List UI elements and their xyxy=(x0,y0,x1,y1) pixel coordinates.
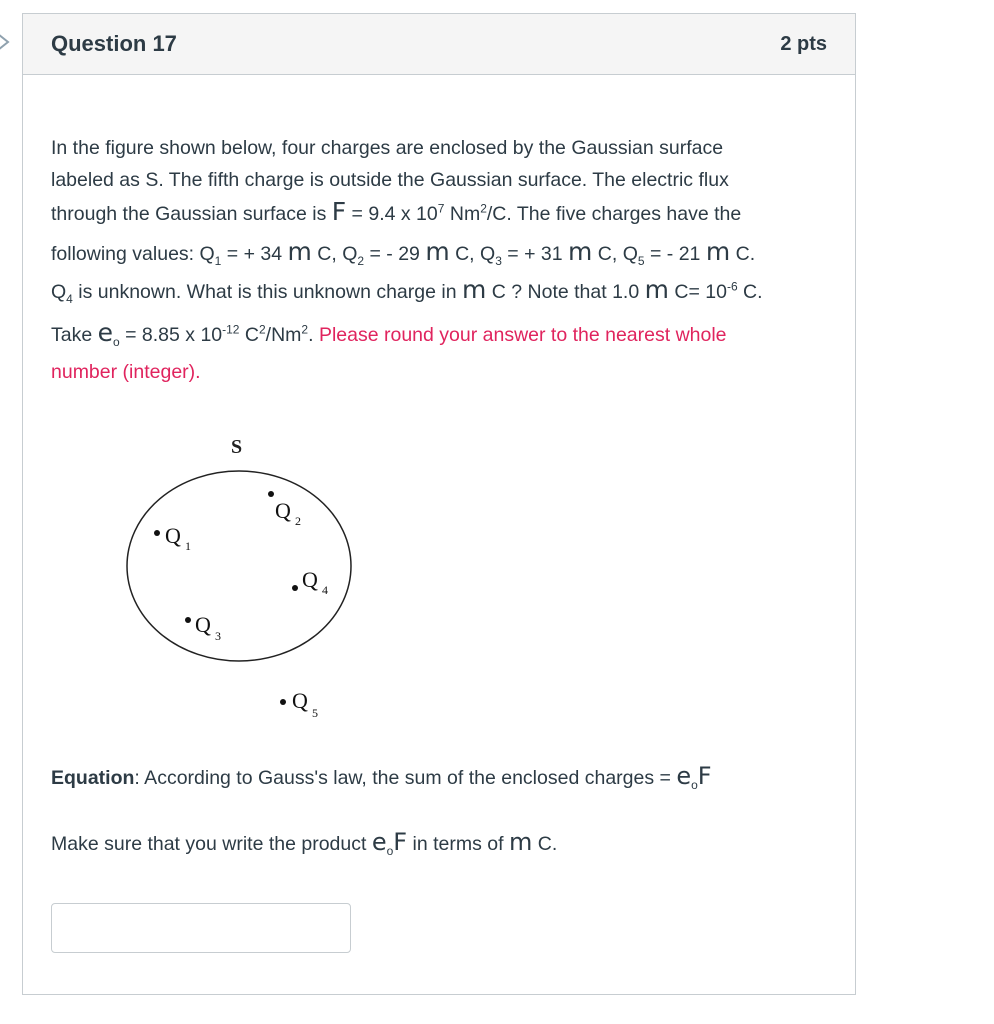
charge-q3 xyxy=(185,612,221,643)
svg-text:Q: Q xyxy=(275,498,291,523)
rounding-instruction: Please round your answer to the nearest whole xyxy=(318,324,727,346)
svg-text:Q: Q xyxy=(292,688,308,713)
chevron-right-icon[interactable] xyxy=(0,30,12,54)
surface-label: S xyxy=(231,436,243,458)
charge-q4 xyxy=(292,567,328,597)
equation-label: Equation xyxy=(51,767,135,789)
makesure-line: Make sure that you write the product $e_oF$ in terms of m C. xyxy=(51,828,558,858)
svg-text:3: 3 xyxy=(215,629,221,643)
svg-text:Q: Q xyxy=(165,523,181,548)
svg-text:5: 5 xyxy=(312,706,318,720)
charge-q2 xyxy=(268,491,301,528)
question-points: 2 pts xyxy=(780,32,827,55)
question-text xyxy=(51,132,831,388)
gaussian-surface xyxy=(127,471,351,661)
svg-text:4: 4 xyxy=(322,583,328,597)
question-paragraph: In the figure shown below, four charges are enclosed by the Gaussian surface labeled as S. The fifth charge is outside the Gaussian surface. The electric flux through the Gaussian surface is F = 9.4 x $10^7$ Nm$^2$/C. The five charges have the following values: $Q_1$ = + 34 m C, $Q_2$ = - 29 m C, $Q_3$ = + 31 m C, $Q_5$ = - 21 m C. $Q_4$ is unknown. What is this unknown charge in m C ? Note that 1.0 m $C= 10^{-6}$ C. Take $e_o = 8.85$ x $10^{-12}$ $C^2/Nm^2$. Please round your answer to the nearest whole number (integer). xyxy=(51,137,763,383)
svg-text:Q: Q xyxy=(195,612,211,637)
svg-text:1: 1 xyxy=(185,539,191,553)
gaussian-surface-figure xyxy=(119,424,379,734)
charge-q1 xyxy=(154,523,191,553)
question-card xyxy=(22,13,856,995)
svg-text:Q: Q xyxy=(302,567,318,592)
equation-line: Equation: According to Gauss's law, the sum of the enclosed charges = $e_oF$ xyxy=(51,762,712,792)
question-title: Question 17 xyxy=(51,31,177,56)
answer-input[interactable] xyxy=(51,903,351,953)
charge-q5 xyxy=(280,688,318,720)
svg-text:2: 2 xyxy=(295,514,301,528)
question-header xyxy=(23,14,855,75)
